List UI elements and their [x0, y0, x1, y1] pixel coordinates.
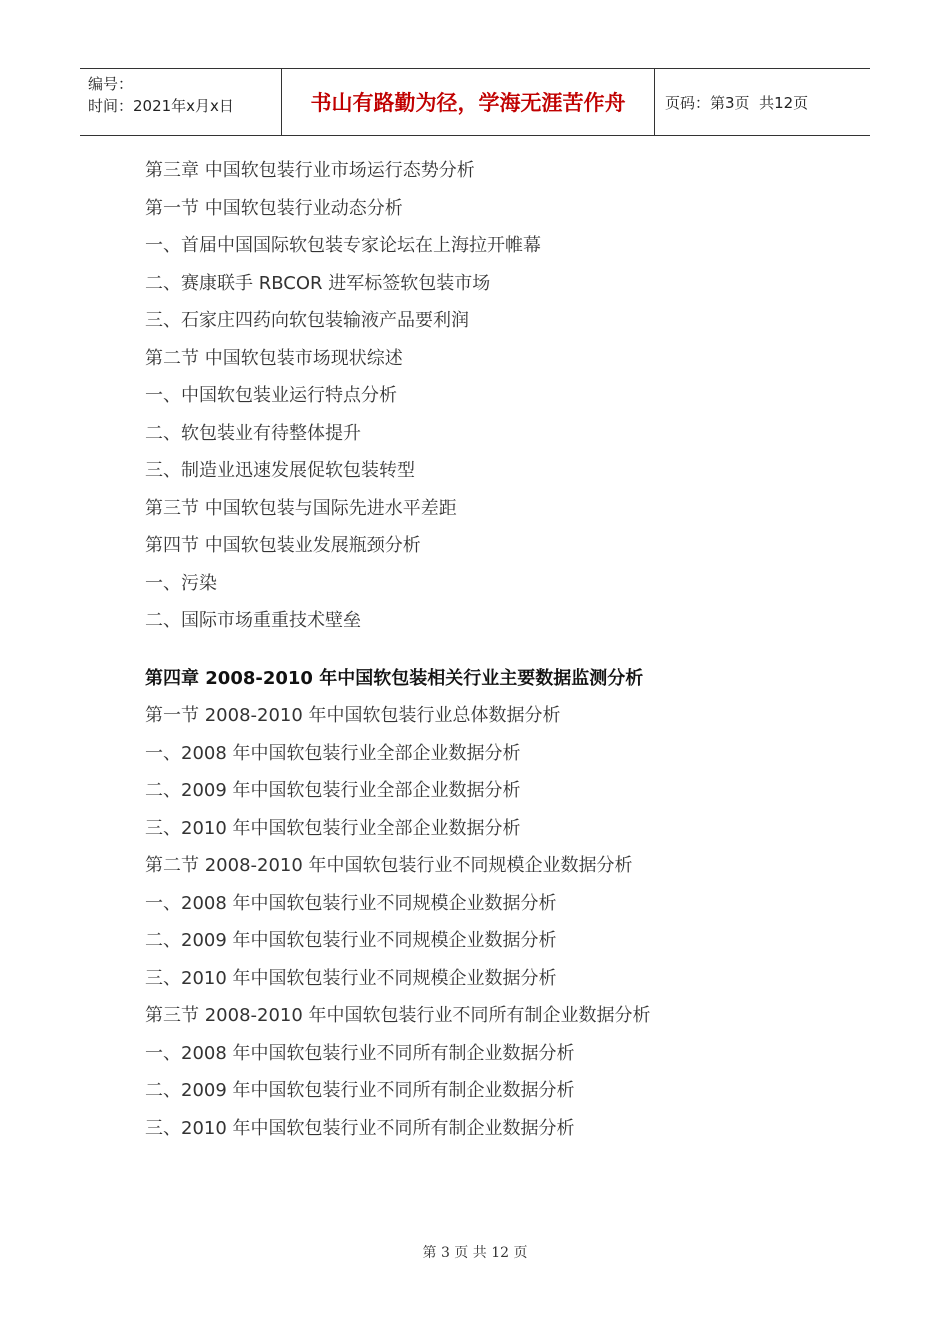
- header-meta: [80, 69, 282, 135]
- toc-line: 二、2009 年中国软包装行业不同所有制企业数据分析: [145, 1080, 575, 1101]
- header-motto: 书山有路勤为径，学海无涯苦作舟: [282, 69, 655, 135]
- toc-line: 三、2010 年中国软包装行业不同所有制企业数据分析: [145, 1117, 575, 1139]
- toc-line: 二、2009 年中国软包装行业不同规模企业数据分析: [145, 930, 557, 951]
- toc-line: 三、石家庄四药向软包装输液产品要利润: [145, 310, 469, 331]
- page-footer: [0, 1242, 950, 1262]
- toc-line: 三、制造业迅速发展促软包装转型: [145, 460, 415, 481]
- toc-line: 第二节 中国软包装市场现状综述: [145, 347, 403, 369]
- toc-line: 第三章 中国软包装行业市场运行态势分析: [145, 160, 475, 181]
- toc-line: 第三节 中国软包装与国际先进水平差距: [145, 497, 457, 519]
- toc-line: 一、2008 年中国软包装行业不同所有制企业数据分析: [145, 1042, 575, 1064]
- toc-line: 一、2008 年中国软包装行业全部企业数据分析: [145, 742, 521, 764]
- table-of-contents: [145, 152, 845, 1147]
- toc-line: 三、2010 年中国软包装行业全部企业数据分析: [145, 817, 521, 839]
- number-label: 编号：: [88, 75, 134, 93]
- toc-line: 一、2008 年中国软包装行业不同规模企业数据分析: [145, 892, 557, 914]
- toc-line: 一、首届中国国际软包装专家论坛在上海拉开帷幕: [145, 235, 541, 256]
- toc-line: 一、污染: [145, 572, 217, 594]
- page-label: 页码：第3页 共12页: [665, 93, 809, 112]
- header-page-info: [655, 69, 870, 135]
- chapter-heading: 第四章 2008-2010 年中国软包装相关行业主要数据监测分析: [145, 667, 644, 689]
- toc-line: 第一节 2008-2010 年中国软包装行业总体数据分析: [145, 705, 561, 726]
- toc-line: 二、赛康联手 RBCOR 进军标签软包装市场: [145, 272, 491, 294]
- toc-line: 三、2010 年中国软包装行业不同规模企业数据分析: [145, 967, 557, 989]
- toc-line: 一、中国软包装业运行特点分析: [145, 385, 397, 406]
- toc-line: 二、2009 年中国软包装行业全部企业数据分析: [145, 780, 521, 801]
- toc-line: 第二节 2008-2010 年中国软包装行业不同规模企业数据分析: [145, 855, 633, 876]
- page-header: [80, 68, 870, 136]
- toc-line: 二、软包装业有待整体提升: [145, 422, 361, 444]
- toc-line: 第四节 中国软包装业发展瓶颈分析: [145, 535, 421, 556]
- footer-page-number: 第 3 页 共 12 页: [422, 1245, 528, 1261]
- time-label: 时间：2021年x月x日: [88, 97, 234, 115]
- toc-line: 第三节 2008-2010 年中国软包装行业不同所有制企业数据分析: [145, 1005, 651, 1026]
- toc-line: 二、国际市场重重技术壁垒: [145, 610, 361, 631]
- toc-line: 第一节 中国软包装行业动态分析: [145, 197, 403, 219]
